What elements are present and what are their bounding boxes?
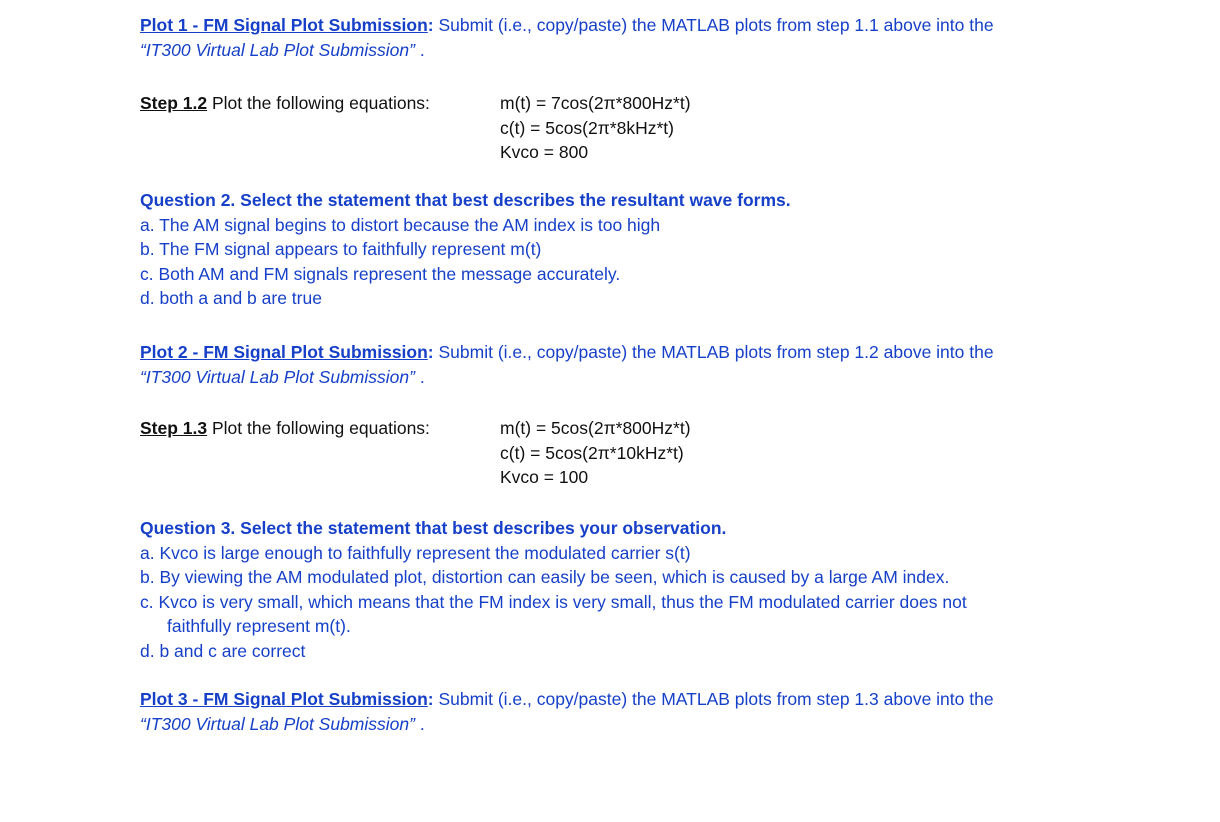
question2-prompt: Question 2. Select the statement that best describes the resultant wave forms. (140, 190, 791, 210)
plot1-period: . (414, 39, 425, 60)
step13-eq-carrier: c(t) = 5cos(2π*10kHz*t) (500, 442, 684, 463)
step12-label: Step 1.2 (140, 93, 208, 113)
step13-equations (500, 416, 691, 490)
step12-eq-kvco: Kvco = 800 (500, 142, 589, 162)
plot3-period: . (414, 713, 425, 734)
step12-section (140, 91, 1160, 171)
question3-option-a[interactable]: a. Kvco is large enough to faithfully represent the modulated carrier s(t) (140, 542, 691, 563)
question2-option-c[interactable]: c. Both AM and FM signals represent the message accurately. (140, 263, 621, 284)
plot3-title: Plot 3 - FM Signal Plot Submission (140, 689, 428, 709)
question3-option-d[interactable]: d. b and c are correct (140, 640, 306, 661)
step12-eq-carrier: c(t) = 5cos(2π*8kHz*t) (500, 117, 674, 138)
question2-section (140, 188, 1160, 311)
step13-label: Step 1.3 (140, 418, 208, 438)
plot3-colon: : (427, 689, 434, 709)
question2-option-a[interactable]: a. The AM signal begins to distort because the AM index is too high (140, 214, 661, 235)
plot2-text: Submit (i.e., copy/paste) the MATLAB plots from step 1.2 above into the (433, 342, 994, 362)
step12-text: Plot the following equations: (207, 93, 430, 113)
plot3-section (140, 687, 1160, 736)
step12-eq-message: m(t) = 7cos(2π*800Hz*t) (500, 93, 691, 113)
plot1-section (140, 13, 1160, 62)
plot2-submission-name: “IT300 Virtual Lab Plot Submission” (140, 366, 415, 387)
step13-text: Plot the following equations: (207, 418, 430, 438)
plot1-colon: : (427, 15, 434, 35)
step13-section (140, 416, 1160, 496)
step12-equations (500, 91, 691, 165)
question2-option-b[interactable]: b. The FM signal appears to faithfully represent m(t) (140, 239, 542, 259)
plot1-submission-name: “IT300 Virtual Lab Plot Submission” (140, 39, 415, 60)
step13-eq-kvco: Kvco = 100 (500, 467, 589, 487)
plot1-text: Submit (i.e., copy/paste) the MATLAB plots from step 1.1 above into the (433, 15, 994, 35)
question2-option-d[interactable]: d. both a and b are true (140, 288, 322, 308)
plot2-title: Plot 2 - FM Signal Plot Submission (140, 342, 428, 362)
plot3-text: Submit (i.e., copy/paste) the MATLAB plots from step 1.3 above into the (433, 689, 994, 709)
plot2-section (140, 340, 1160, 389)
plot1-title: Plot 1 - FM Signal Plot Submission (140, 15, 428, 35)
question3-section (140, 516, 1160, 663)
plot3-submission-name: “IT300 Virtual Lab Plot Submission” (140, 713, 415, 734)
question3-option-c-continued: faithfully represent m(t). (167, 616, 351, 636)
step13-eq-message: m(t) = 5cos(2π*800Hz*t) (500, 418, 691, 438)
plot2-colon: : (427, 342, 434, 362)
question3-option-c[interactable]: c. Kvco is very small, which means that the FM index is very small, thus the FM modulated carrier does not (140, 591, 967, 612)
question3-option-b[interactable]: b. By viewing the AM modulated plot, distortion can easily be seen, which is caused by a large AM index. (140, 567, 950, 587)
question3-prompt: Question 3. Select the statement that best describes your observation. (140, 518, 727, 538)
plot2-period: . (414, 366, 425, 387)
